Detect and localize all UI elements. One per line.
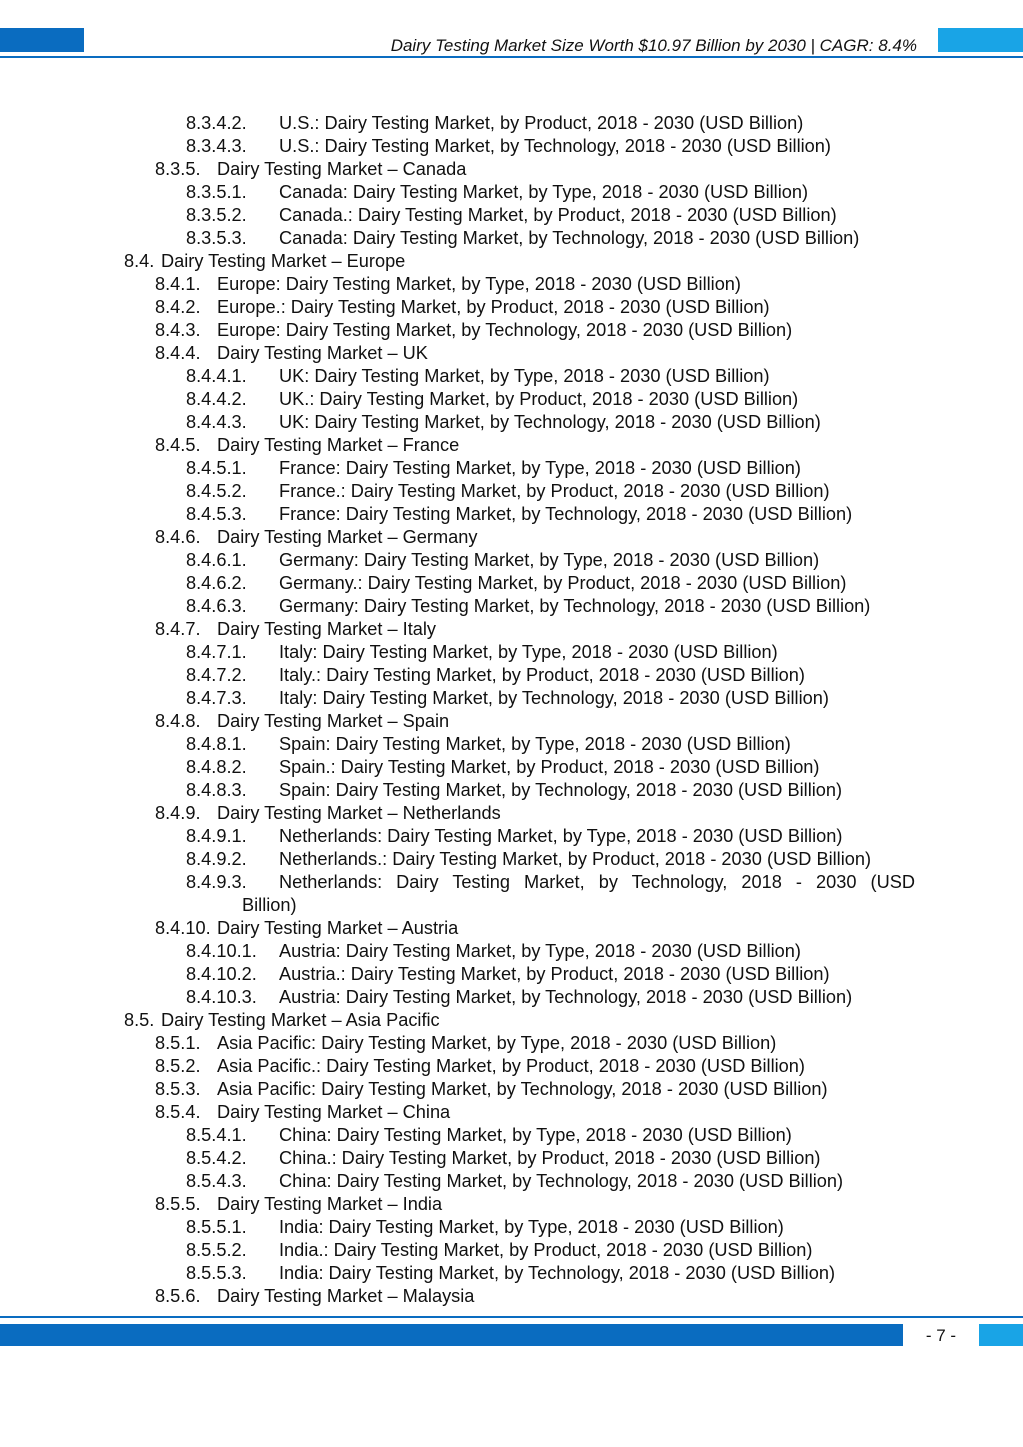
toc-entry-number: 8.5.1.	[155, 1033, 201, 1053]
toc-entry-title: Austria.: Dairy Testing Market, by Product, 2018 - 2030 (USD Billion)	[279, 964, 830, 984]
toc-entry-number: 8.5.5.1.	[186, 1217, 247, 1237]
footer-rule	[0, 1316, 1023, 1318]
toc-entry-title: France: Dairy Testing Market, by Technology, 2018 - 2030 (USD Billion)	[279, 504, 853, 524]
toc-entry-number: 8.4.5.	[155, 435, 201, 455]
toc-entry-title: Asia Pacific.: Dairy Testing Market, by Product, 2018 - 2030 (USD Billion)	[217, 1056, 805, 1076]
toc-entry-title: Canada: Dairy Testing Market, by Technology, 2018 - 2030 (USD Billion)	[279, 228, 860, 248]
toc-entry	[0, 457, 1023, 480]
toc-entry-title: Austria: Dairy Testing Market, by Technology, 2018 - 2030 (USD Billion)	[279, 987, 853, 1007]
toc-entry	[0, 1147, 1023, 1170]
toc-entry-title: India: Dairy Testing Market, by Technology, 2018 - 2030 (USD Billion)	[279, 1263, 836, 1283]
toc-entry	[0, 1078, 1023, 1101]
toc-entry-title: Europe: Dairy Testing Market, by Technology, 2018 - 2030 (USD Billion)	[217, 320, 793, 340]
toc-entry-title: UK: Dairy Testing Market, by Technology, 2018 - 2030 (USD Billion)	[279, 412, 821, 432]
toc-entry-title: India: Dairy Testing Market, by Type, 2018 - 2030 (USD Billion)	[279, 1217, 784, 1237]
toc-entry-number: 8.4.	[124, 251, 155, 271]
header-rule	[0, 56, 1023, 58]
toc-entry	[0, 595, 1023, 618]
toc-entry-title: Italy.: Dairy Testing Market, by Product, 2018 - 2030 (USD Billion)	[279, 665, 805, 685]
toc-entry-title: Canada: Dairy Testing Market, by Type, 2018 - 2030 (USD Billion)	[279, 182, 809, 202]
toc-entry-title: Dairy Testing Market – India	[217, 1194, 443, 1214]
toc-entry	[0, 319, 1023, 342]
toc-entry	[0, 664, 1023, 687]
toc-entry-title: China: Dairy Testing Market, by Type, 2018 - 2030 (USD Billion)	[279, 1125, 792, 1145]
toc-entry-title: Europe.: Dairy Testing Market, by Product, 2018 - 2030 (USD Billion)	[217, 297, 770, 317]
toc-entry	[0, 204, 1023, 227]
toc-entry-number: 8.5.3.	[155, 1079, 201, 1099]
toc-entry-title: U.S.: Dairy Testing Market, by Technology, 2018 - 2030 (USD Billion)	[279, 136, 831, 156]
toc-entry-number: 8.3.4.3.	[186, 136, 247, 156]
toc-entry	[0, 388, 1023, 411]
toc-entry-title: Dairy Testing Market – China	[217, 1102, 451, 1122]
toc-entry	[0, 802, 1023, 825]
toc-entry-number: 8.4.5.2.	[186, 481, 247, 501]
toc-entry	[0, 871, 1023, 894]
toc-entry	[0, 1285, 1023, 1308]
toc-entry-title: Canada.: Dairy Testing Market, by Product, 2018 - 2030 (USD Billion)	[279, 205, 837, 225]
toc-entry-number: 8.5.5.2.	[186, 1240, 247, 1260]
toc-entry-number: 8.5.4.1.	[186, 1125, 247, 1145]
toc-entry-number: 8.4.9.1.	[186, 826, 247, 846]
toc-entry-title: Europe: Dairy Testing Market, by Type, 2018 - 2030 (USD Billion)	[217, 274, 741, 294]
toc-entry	[0, 365, 1023, 388]
toc-entry-title: Dairy Testing Market – Canada	[217, 159, 467, 179]
toc-entry-number: 8.4.8.	[155, 711, 201, 731]
toc-entry-title: Billion)	[242, 895, 297, 915]
toc-entry	[0, 181, 1023, 204]
toc-entry	[0, 296, 1023, 319]
toc-entry	[0, 112, 1023, 135]
toc-entry	[0, 1032, 1023, 1055]
toc-entry-title: China.: Dairy Testing Market, by Product, 2018 - 2030 (USD Billion)	[279, 1148, 821, 1168]
toc-entry	[0, 572, 1023, 595]
toc-entry	[0, 1101, 1023, 1124]
toc-entry-number: 8.4.4.	[155, 343, 201, 363]
table-of-contents	[0, 112, 1023, 1308]
toc-entry	[0, 434, 1023, 457]
toc-entry-title: Dairy Testing Market – Spain	[217, 711, 450, 731]
toc-entry-title: Germany: Dairy Testing Market, by Technology, 2018 - 2030 (USD Billion)	[279, 596, 871, 616]
toc-entry-number: 8.4.5.3.	[186, 504, 247, 524]
toc-entry	[0, 1124, 1023, 1147]
toc-entry	[0, 1009, 1023, 1032]
toc-entry-number: 8.3.4.2.	[186, 113, 247, 133]
toc-entry-number: 8.4.4.3.	[186, 412, 247, 432]
toc-entry	[0, 618, 1023, 641]
toc-entry-number: 8.5.6.	[155, 1286, 201, 1306]
toc-entry-title: Asia Pacific: Dairy Testing Market, by Type, 2018 - 2030 (USD Billion)	[217, 1033, 777, 1053]
toc-entry-number: 8.4.4.2.	[186, 389, 247, 409]
toc-entry-title: Dairy Testing Market – Germany	[217, 527, 478, 547]
toc-entry-number: 8.4.7.3.	[186, 688, 247, 708]
toc-entry-number: 8.4.7.	[155, 619, 201, 639]
toc-entry-number: 8.4.3.	[155, 320, 201, 340]
toc-entry-title: Dairy Testing Market – UK	[217, 343, 428, 363]
toc-entry-number: 8.4.8.2.	[186, 757, 247, 777]
toc-entry-number: 8.4.10.1.	[186, 941, 257, 961]
toc-entry-number: 8.5.4.2.	[186, 1148, 247, 1168]
toc-entry-title: Germany.: Dairy Testing Market, by Product, 2018 - 2030 (USD Billion)	[279, 573, 847, 593]
toc-entry-title: India.: Dairy Testing Market, by Product, 2018 - 2030 (USD Billion)	[279, 1240, 813, 1260]
toc-entry-title: UK: Dairy Testing Market, by Type, 2018 - 2030 (USD Billion)	[279, 366, 770, 386]
toc-entry-title: Italy: Dairy Testing Market, by Type, 2018 - 2030 (USD Billion)	[279, 642, 778, 662]
footer-bar-right	[979, 1324, 1023, 1346]
toc-entry-number: 8.3.5.1.	[186, 182, 247, 202]
toc-entry-number: 8.5.4.	[155, 1102, 201, 1122]
toc-entry-number: 8.4.10.2.	[186, 964, 257, 984]
toc-entry-title: France.: Dairy Testing Market, by Product, 2018 - 2030 (USD Billion)	[279, 481, 830, 501]
toc-entry-title: Dairy Testing Market – Europe	[161, 251, 406, 271]
toc-entry	[0, 641, 1023, 664]
toc-entry-number: 8.4.2.	[155, 297, 201, 317]
toc-entry	[0, 1239, 1023, 1262]
toc-entry	[0, 940, 1023, 963]
toc-entry	[0, 411, 1023, 434]
header-title: Dairy Testing Market Size Worth $10.97 Billion by 2030 | CAGR: 8.4%	[390, 36, 917, 55]
toc-entry	[0, 825, 1023, 848]
toc-entry-number: 8.4.6.2.	[186, 573, 247, 593]
toc-entry-number: 8.4.7.2.	[186, 665, 247, 685]
toc-entry-number: 8.4.10.3.	[186, 987, 257, 1007]
toc-entry-number: 8.4.6.3.	[186, 596, 247, 616]
toc-entry-number: 8.4.8.3.	[186, 780, 247, 800]
toc-entry	[0, 1262, 1023, 1285]
toc-entry-number: 8.5.5.	[155, 1194, 201, 1214]
toc-entry-number: 8.4.10.	[155, 918, 211, 938]
toc-entry-number: 8.4.8.1.	[186, 734, 247, 754]
toc-entry	[0, 1216, 1023, 1239]
toc-entry-number: 8.3.5.	[155, 159, 201, 179]
toc-entry-title: Netherlands: Dairy Testing Market, by Type, 2018 - 2030 (USD Billion)	[279, 826, 843, 846]
toc-entry-title: Dairy Testing Market – Asia Pacific	[161, 1010, 440, 1030]
toc-entry-number: 8.4.6.1.	[186, 550, 247, 570]
page-number: - 7 -	[925, 1326, 957, 1345]
toc-entry-title: China: Dairy Testing Market, by Technology, 2018 - 2030 (USD Billion)	[279, 1171, 844, 1191]
toc-entry-title: Dairy Testing Market – France	[217, 435, 460, 455]
toc-entry-number: 8.4.1.	[155, 274, 201, 294]
toc-entry	[0, 779, 1023, 802]
toc-entry	[0, 710, 1023, 733]
toc-entry-number: 8.4.5.1.	[186, 458, 247, 478]
toc-entry	[0, 250, 1023, 273]
toc-entry	[0, 963, 1023, 986]
toc-entry-number: 8.4.9.2.	[186, 849, 247, 869]
toc-entry-title: Spain.: Dairy Testing Market, by Product, 2018 - 2030 (USD Billion)	[279, 757, 820, 777]
toc-entry	[0, 480, 1023, 503]
toc-entry-title: Spain: Dairy Testing Market, by Type, 2018 - 2030 (USD Billion)	[279, 734, 791, 754]
toc-entry-title: Asia Pacific: Dairy Testing Market, by Technology, 2018 - 2030 (USD Billion)	[217, 1079, 828, 1099]
toc-entry	[0, 733, 1023, 756]
toc-entry-number: 8.3.5.3.	[186, 228, 247, 248]
toc-entry-number: 8.4.7.1.	[186, 642, 247, 662]
toc-entry	[0, 549, 1023, 572]
toc-entry-number: 8.4.9.3.	[186, 872, 247, 892]
toc-entry	[0, 1193, 1023, 1216]
toc-entry-number: 8.5.4.3.	[186, 1171, 247, 1191]
toc-entry	[0, 342, 1023, 365]
toc-entry-title: Dairy Testing Market – Netherlands	[217, 803, 501, 823]
header-bar-right	[938, 28, 1023, 52]
toc-entry-title: Germany: Dairy Testing Market, by Type, 2018 - 2030 (USD Billion)	[279, 550, 820, 570]
toc-entry-number: 8.5.	[124, 1010, 155, 1030]
toc-entry	[0, 135, 1023, 158]
toc-entry-title: Austria: Dairy Testing Market, by Type, 2018 - 2030 (USD Billion)	[279, 941, 801, 961]
footer-bar-left	[0, 1324, 903, 1346]
toc-entry	[0, 1055, 1023, 1078]
toc-entry-title: France: Dairy Testing Market, by Type, 2018 - 2030 (USD Billion)	[279, 458, 801, 478]
toc-entry-title: U.S.: Dairy Testing Market, by Product, 2018 - 2030 (USD Billion)	[279, 113, 804, 133]
toc-entry-title: Spain: Dairy Testing Market, by Technology, 2018 - 2030 (USD Billion)	[279, 780, 843, 800]
toc-entry	[0, 756, 1023, 779]
toc-entry-number: 8.5.5.3.	[186, 1263, 247, 1283]
toc-entry	[0, 986, 1023, 1009]
toc-entry	[0, 917, 1023, 940]
toc-entry	[0, 848, 1023, 871]
toc-entry	[0, 503, 1023, 526]
toc-entry-title: Dairy Testing Market – Italy	[217, 619, 437, 639]
toc-entry-title: Netherlands: Dairy Testing Market, by Technology, 2018 - 2030 (USD	[279, 872, 915, 892]
toc-entry	[0, 526, 1023, 549]
toc-entry-title: Netherlands.: Dairy Testing Market, by Product, 2018 - 2030 (USD Billion)	[279, 849, 872, 869]
toc-entry-title: Dairy Testing Market – Austria	[217, 918, 459, 938]
toc-entry-number: 8.4.6.	[155, 527, 201, 547]
toc-entry	[0, 1170, 1023, 1193]
toc-entry	[0, 687, 1023, 710]
toc-entry-title: Italy: Dairy Testing Market, by Technology, 2018 - 2030 (USD Billion)	[279, 688, 829, 708]
toc-entry-number: 8.3.5.2.	[186, 205, 247, 225]
toc-entry	[0, 894, 1023, 917]
toc-entry-title: Dairy Testing Market – Malaysia	[217, 1286, 475, 1306]
toc-entry	[0, 158, 1023, 181]
toc-entry-title: UK.: Dairy Testing Market, by Product, 2018 - 2030 (USD Billion)	[279, 389, 799, 409]
toc-entry	[0, 227, 1023, 250]
toc-entry-number: 8.4.9.	[155, 803, 201, 823]
toc-entry-number: 8.4.4.1.	[186, 366, 247, 386]
toc-entry-number: 8.5.2.	[155, 1056, 201, 1076]
toc-entry	[0, 273, 1023, 296]
